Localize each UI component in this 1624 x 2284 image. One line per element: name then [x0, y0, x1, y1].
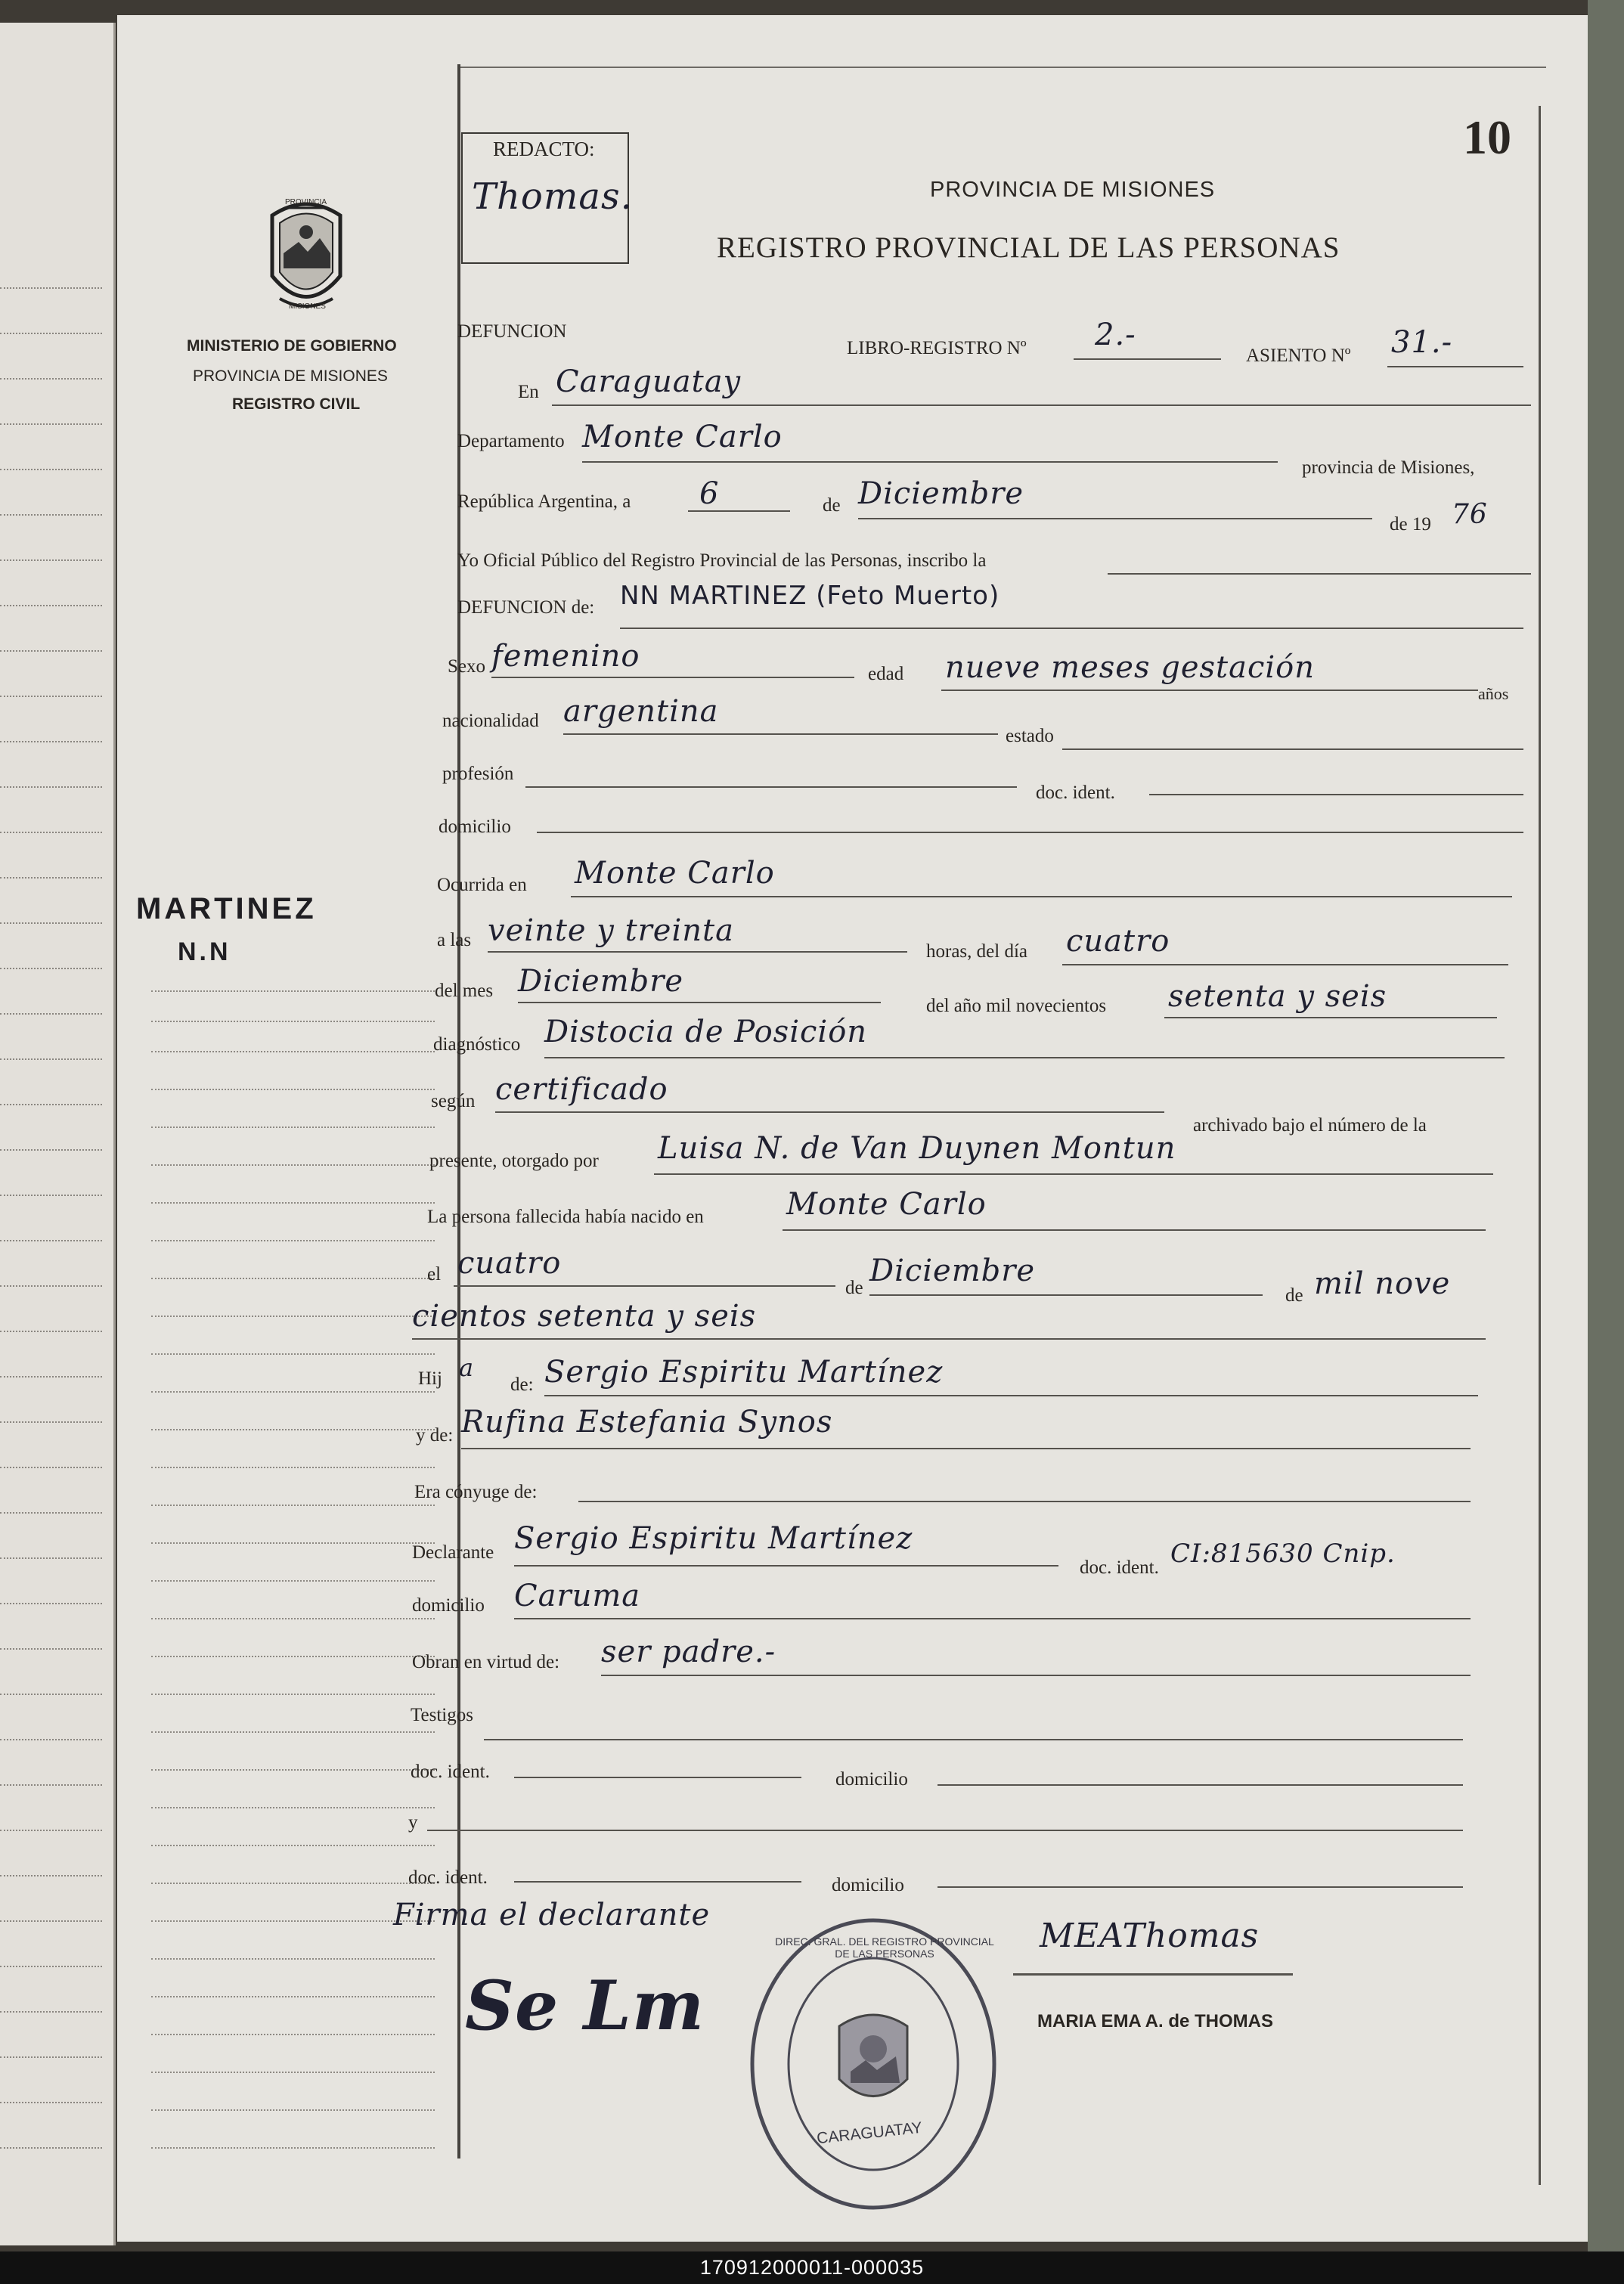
horas-value: cuatro	[1066, 924, 1170, 959]
top-rule	[457, 67, 1546, 68]
testigo2-domicilio-label: domicilio	[832, 1875, 904, 1895]
profesion-label: profesión	[442, 764, 514, 784]
decl-domicilio-value: Caruma	[514, 1579, 641, 1613]
official-name: MARIA EMA A. de THOMAS	[1037, 2011, 1273, 2031]
testigo2-doc-label: doc. ident.	[408, 1867, 488, 1888]
conyuge-label: Era cónyuge de:	[414, 1482, 538, 1502]
hijo-value: Sergio Espiritu Martínez	[544, 1355, 944, 1390]
de2-label: de	[845, 1278, 863, 1298]
yde-value: Rufina Estefania Synos	[461, 1405, 833, 1440]
horas-label: horas, del día	[926, 941, 1027, 962]
redacto-label: REDACTO:	[493, 138, 595, 160]
anos-label: años	[1478, 684, 1509, 703]
libro-value: 2.-	[1095, 318, 1136, 352]
mes-de-label: de	[823, 495, 841, 516]
nacionalidad-label: nacionalidad	[442, 711, 539, 731]
hijo-suffix: a	[459, 1353, 475, 1382]
asiento-value: 31.-	[1391, 325, 1453, 360]
book-binding	[1588, 0, 1624, 2251]
right-rule	[1539, 106, 1541, 2185]
header-registry: REGISTRO PROVINCIAL DE LAS PERSONAS	[717, 231, 1340, 264]
nacido-label: La persona fallecida había nacido en	[427, 1207, 704, 1227]
decl-doc-label: doc. ident.	[1080, 1557, 1159, 1578]
footer-id: 170912000011-000035	[0, 2251, 1624, 2284]
defuncion-de-value: NN MARTINEZ (Feto Muerto)	[620, 581, 1000, 611]
yde-label: y de:	[416, 1425, 454, 1446]
nacionalidad-value: argentina	[563, 694, 719, 729]
en-value: Caraguatay	[556, 364, 742, 399]
sexo-label: Sexo	[448, 656, 485, 677]
firma-text: Firma el declarante	[393, 1898, 711, 1932]
doc-ident-label: doc. ident.	[1036, 783, 1115, 803]
seal-ring-text: DIREC. GRAL. DEL REGISTRO PROVINCIAL DE LAS PERSONAS	[775, 1935, 994, 1960]
official-signature: MEAThomas	[1040, 1917, 1260, 1955]
testigos-label: Testigos	[411, 1705, 473, 1725]
edad-value: nueve meses gestación	[945, 650, 1315, 685]
seal-town: CARAGUATAY	[816, 2118, 923, 2148]
defuncion-de-label: DEFUNCION de:	[457, 597, 595, 618]
delmes-label: del mes	[435, 981, 494, 1001]
segun-label: según	[431, 1091, 476, 1111]
defuncion-title: DEFUNCION	[457, 321, 567, 342]
de3-value: mil nove	[1314, 1266, 1451, 1301]
sexo-value: femenino	[491, 639, 640, 674]
margin-note-name: N.N	[178, 937, 231, 966]
ocurrida-value: Monte Carlo	[575, 856, 775, 891]
decl-doc-value: CI:815630 Cnip.	[1170, 1539, 1396, 1569]
de3-label: de	[1285, 1285, 1303, 1306]
diagnostico-value: Distocia de Posición	[544, 1015, 868, 1049]
obran-label: Obran en virtud de:	[412, 1652, 560, 1672]
redacto-box	[461, 132, 633, 264]
delmes-value: Diciembre	[518, 964, 684, 999]
republica-label: República Argentina, a	[457, 491, 631, 512]
declarante-signature: Se Lm	[465, 1966, 705, 2046]
libro-label: LIBRO-REGISTRO Nº	[847, 338, 1027, 358]
hijo-de-label: de:	[510, 1374, 534, 1395]
ministry-line2: PROVINCIA DE MISIONES	[193, 367, 388, 385]
testigo1-doc-label: doc. ident.	[411, 1762, 490, 1782]
decl-domicilio-label: domicilio	[412, 1595, 485, 1616]
nacido-value: Monte Carlo	[786, 1187, 987, 1222]
el-label: el	[427, 1264, 442, 1285]
margin-note-surname: MARTINEZ	[136, 892, 317, 925]
domicilio-label: domicilio	[439, 817, 511, 837]
testigo1-domicilio-label: domicilio	[835, 1769, 908, 1790]
presente-value: Luisa N. de Van Duynen Montun	[658, 1131, 1176, 1166]
redacto-value: Thomas.	[472, 175, 633, 218]
edad-label: edad	[868, 664, 904, 684]
mes-value: Diciembre	[858, 476, 1024, 511]
dia-value: 6	[699, 476, 720, 511]
oficial-text: Yo Oficial Público del Registro Provincial de las Personas, inscribo la	[457, 550, 987, 571]
ocurrida-label: Ocurrida en	[437, 875, 527, 895]
delanio-value: setenta y seis	[1168, 979, 1387, 1014]
testigo2-y-label: y	[408, 1812, 418, 1833]
segun-value: certificado	[495, 1072, 668, 1107]
page-number: 10	[1463, 110, 1511, 164]
presente-label: presente, otorgado por	[429, 1151, 599, 1171]
cont-value: cientos setenta y seis	[412, 1299, 757, 1334]
left-facing-page	[0, 23, 116, 2245]
hijo-label: Hij	[418, 1368, 442, 1389]
provincia-label: provincia de Misiones,	[1302, 457, 1475, 478]
delanio-label: del año mil novecientos	[926, 996, 1107, 1016]
header-province: PROVINCIA DE MISIONES	[930, 178, 1216, 202]
ministry-line1: MINISTERIO DE GOBIERNO	[187, 337, 397, 355]
departamento-value: Monte Carlo	[582, 420, 783, 454]
alas-label: a las	[437, 930, 472, 950]
alas-value: veinte y treinta	[488, 913, 734, 948]
de2-value: Diciembre	[869, 1254, 1036, 1288]
el-value: cuatro	[457, 1246, 562, 1281]
declarante-label: Declarante	[412, 1542, 494, 1563]
ministry-line3: REGISTRO CIVIL	[232, 395, 361, 413]
asiento-label: ASIENTO Nº	[1246, 346, 1351, 366]
de19-label: de 19	[1390, 514, 1431, 535]
obran-value: ser padre.-	[601, 1635, 776, 1669]
diagnostico-label: diagnóstico	[433, 1034, 521, 1055]
estado-label: estado	[1006, 726, 1054, 746]
archivado-label: archivado bajo el número de la	[1193, 1115, 1427, 1136]
anio-value: 76	[1452, 499, 1488, 530]
declarante-value: Sergio Espiritu Martínez	[514, 1521, 913, 1556]
en-label: En	[518, 382, 539, 402]
departamento-label: Departamento	[457, 431, 565, 451]
